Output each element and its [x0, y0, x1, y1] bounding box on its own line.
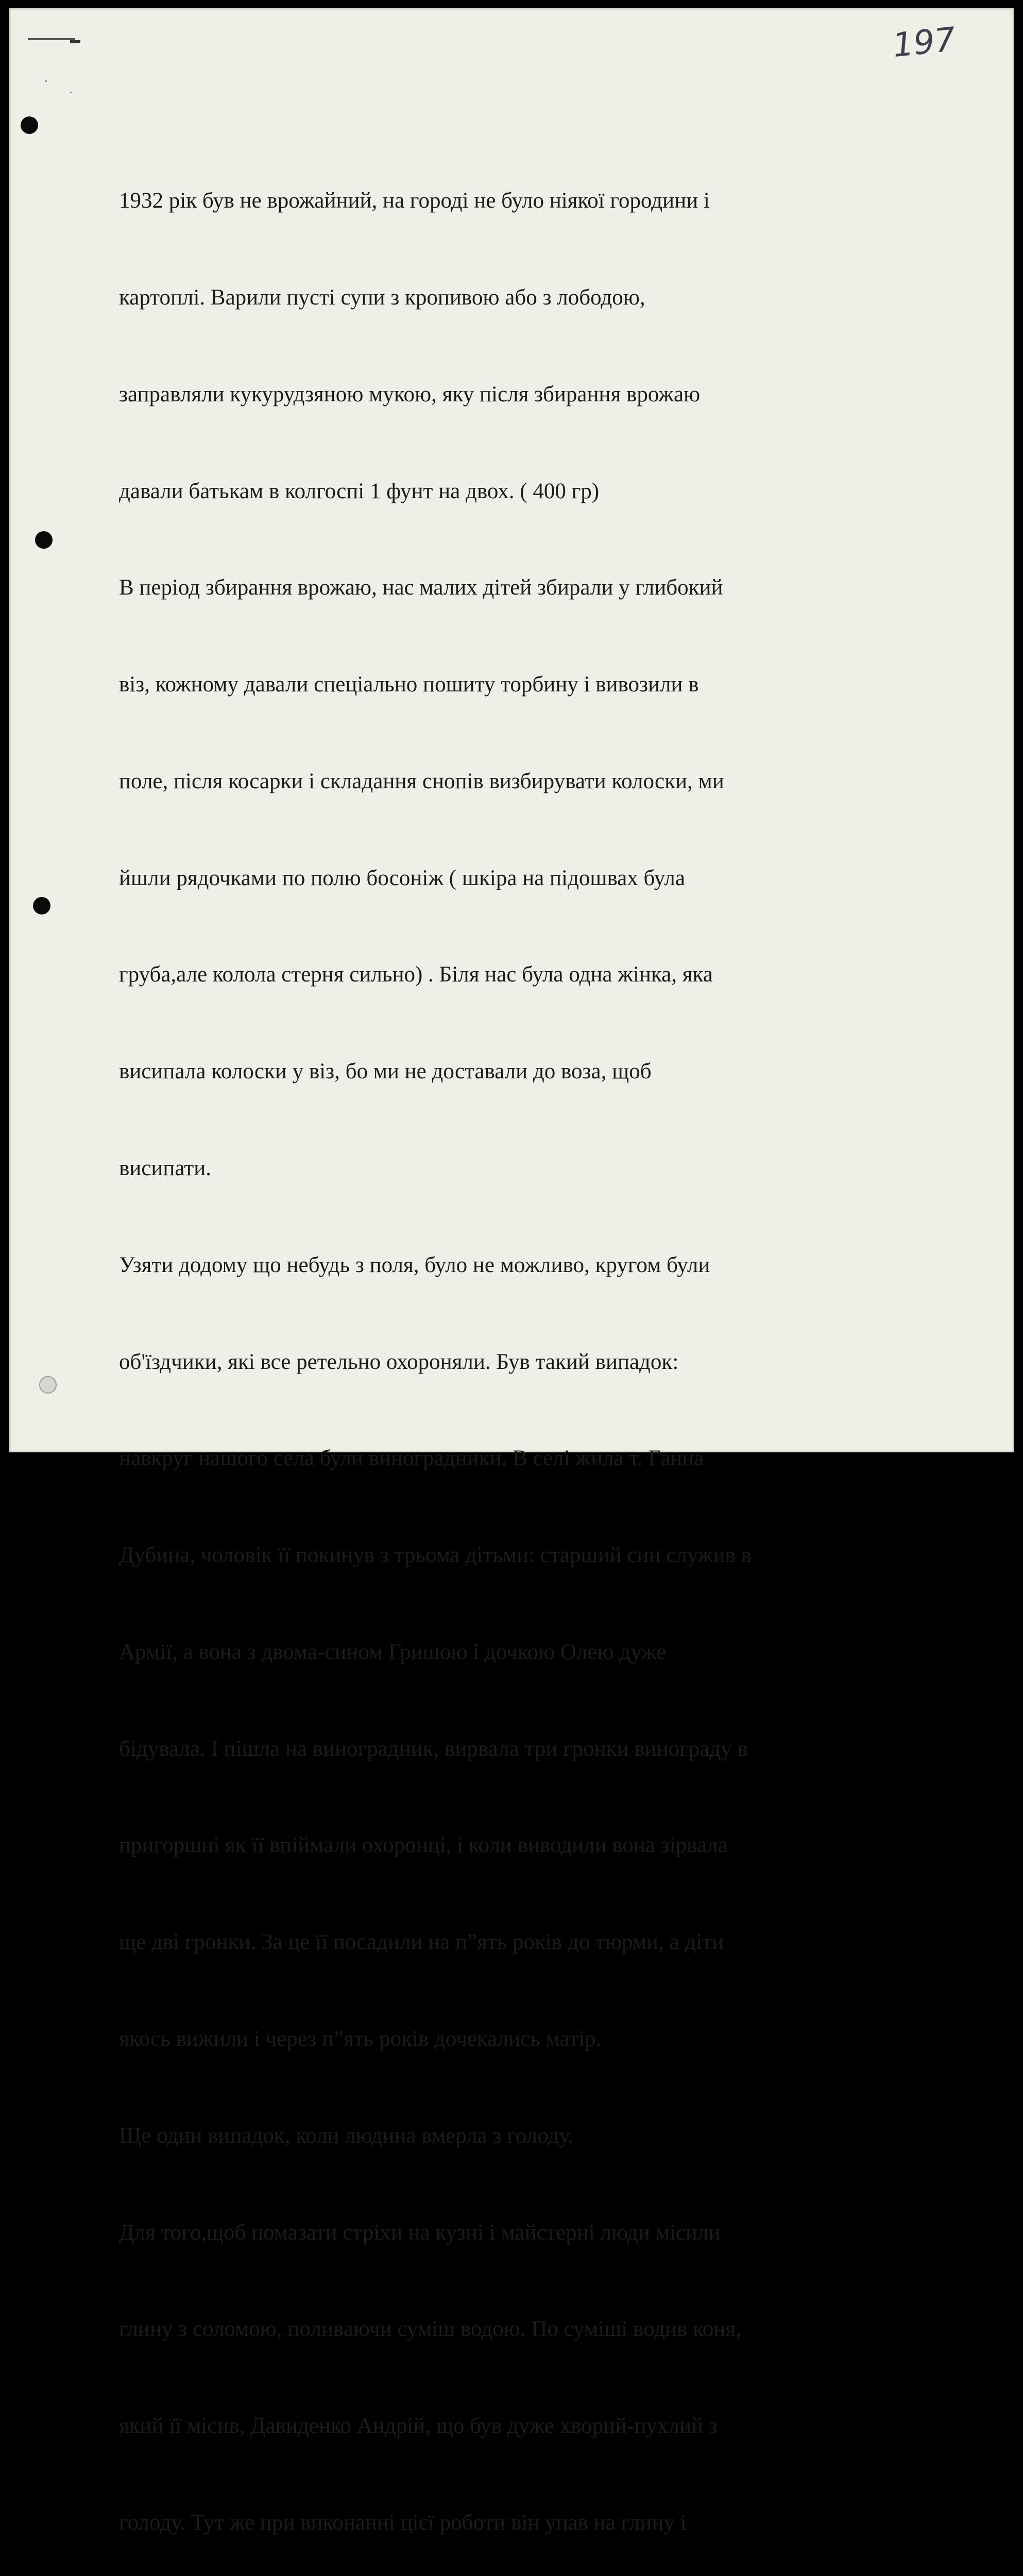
- punch-hole: [21, 116, 38, 134]
- text-line: якось вижили і через п”ять років дочекались матір.: [119, 2027, 602, 2052]
- pen-mark-end: [70, 40, 80, 43]
- punch-hole: [33, 897, 50, 914]
- document-page: [9, 8, 1014, 2535]
- pen-mark: [28, 38, 75, 40]
- text-line: давали батькам в колгоспі 1 фунт на двох. ( 400 гр): [119, 479, 600, 503]
- text-line: Для того,щоб помазати стріхи на кузні і майстерні люди місили: [119, 2220, 721, 2245]
- text-line: поле, після косарки і складання снопів визбирувати колоски, ми: [119, 769, 724, 793]
- punch-hole: [35, 531, 53, 549]
- text-line: голоду. Тут же при виконанні цієї роботи він упав на глину і: [119, 2510, 687, 2535]
- text-line: бідувала. І пішла на виноградник, вирвала три гронки винограду в: [119, 1736, 748, 1761]
- handwritten-page-number: 197: [891, 20, 958, 65]
- text-line: навкруг нашого села були виноградники. В селі жила т. Ганна: [119, 1446, 704, 1471]
- text-line: заправляли кукурудзяною мукою, яку після збирання врожаю: [119, 382, 701, 406]
- text-line: Ще один випадок, коли людина вмерла з голоду.: [119, 2123, 574, 2148]
- punch-hole: [39, 1376, 57, 1394]
- text-line: Узяти додому що небудь з поля, було не можливо, кругом були: [119, 1252, 710, 1277]
- text-line: картоплі. Варили пусті супи з кропивою або з лободою,: [119, 285, 645, 310]
- text-line: віз, кожному давали спеціально пошиту торбину і вивозили в: [119, 672, 699, 697]
- text-line: йшли рядочками по полю босоніж ( шкіра на підошвах була: [119, 866, 685, 890]
- text-line: груба,але колола стерня сильно) . Біля нас була одна жінка, яка: [119, 962, 713, 987]
- text-line: об'їздчики, які все ретельно охороняли. Був такий випадок:: [119, 1349, 679, 1374]
- text-line: який її місив, Давиденко Андрій, що був дуже хворий-пухлий з: [119, 2414, 718, 2438]
- speck: [70, 92, 72, 93]
- text-line: пригоршні як її впіймали охоронці, і коли виводили вона зірвала: [119, 1833, 728, 1858]
- text-line: Армії, а вона з двома-сином Гришою і дочкою Олею дуже: [119, 1639, 667, 1664]
- text-line: В період збирання врожаю, нас малих дітей збирали у глибокий: [119, 575, 723, 600]
- body-text: [119, 121, 923, 2576]
- text-line: висипати.: [119, 1156, 211, 1180]
- text-line: глину з соломою, поливаючи суміш водою. По суміші водив коня,: [119, 2317, 741, 2342]
- text-line: ще дві гронки. За це її посадили на п”ять років до тюрми, а діти: [119, 1930, 724, 1955]
- speck: [45, 80, 47, 82]
- text-line: висипала колоски у віз, бо ми не доставали до воза, щоб: [119, 1059, 652, 1084]
- text-line: Дубина, чоловік її покинув з трьома дітьми: старший син служив в: [119, 1543, 752, 1568]
- text-line: 1932 рік був не врожайний, на городі не було ніякої городини і: [119, 189, 710, 213]
